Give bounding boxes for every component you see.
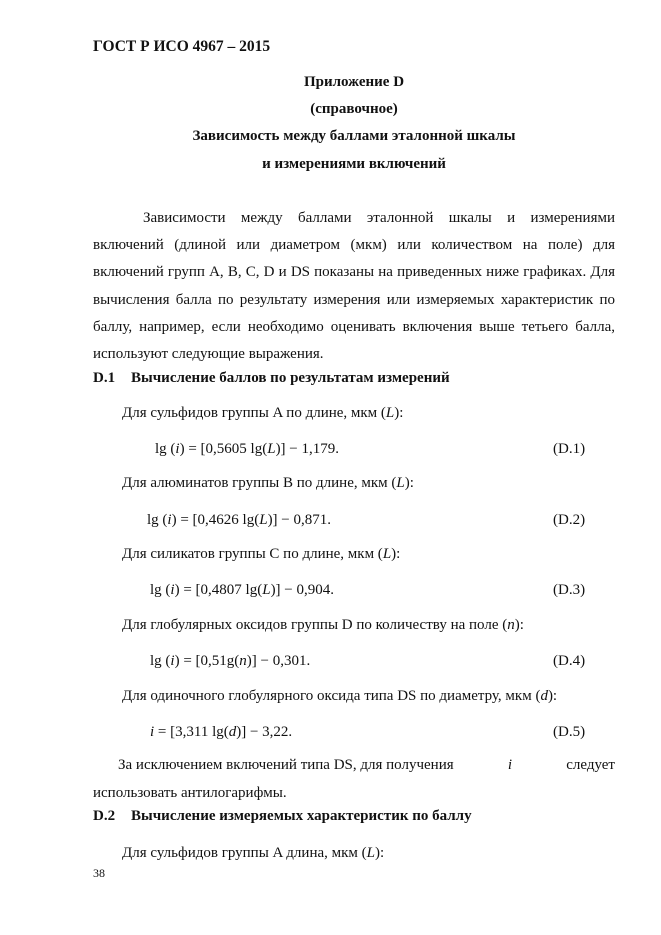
math-variable: L: [385, 405, 395, 421]
math-variable: n: [239, 653, 247, 669]
math-variable: i: [170, 582, 175, 598]
appendix-title-line1: Зависимость между баллами эталонной шкалы: [192, 128, 516, 144]
math-variable: L: [366, 845, 375, 861]
text-segment: )] − 3,22.: [236, 724, 293, 740]
text-segment: ) = [0,4807 lg(: [174, 582, 263, 598]
text-segment: ):: [404, 475, 414, 491]
text-segment: lg (: [147, 512, 168, 528]
note-line2: использовать антилогарифмы.: [93, 784, 287, 801]
text-segment: ):: [547, 688, 558, 704]
text-segment: ):: [391, 546, 401, 562]
text-segment: ):: [375, 845, 385, 861]
section-number: D.1: [93, 370, 116, 386]
equation-number: (D.4): [553, 653, 586, 669]
section-title: Вычисление баллов по результатам измерений: [131, 370, 450, 386]
text-segment: lg (: [155, 441, 176, 457]
math-variable: L: [396, 475, 405, 491]
document-header: ГОСТ Р ИСО 4967 – 2015: [93, 38, 271, 55]
math-variable: d: [228, 724, 237, 740]
text-segment: )] − 1,179.: [275, 441, 340, 457]
equation-number: (D.5): [553, 724, 586, 740]
formula-intro: [122, 405, 403, 422]
text-segment: ) = [0,4626 lg(: [171, 512, 260, 528]
math-variable: i: [175, 441, 180, 457]
text-segment: ) = [0,5605 lg(: [179, 441, 268, 457]
math-variable: L: [267, 441, 276, 457]
text-segment: lg (: [150, 653, 171, 669]
section-heading-d1: [93, 370, 450, 387]
text-segment: Для сульфидов группы A по длине, мкм (: [122, 405, 386, 421]
math-variable: d: [540, 688, 548, 704]
math-variable: i: [167, 512, 172, 528]
equation-number: (D.2): [553, 512, 586, 528]
text-segment: Для одиночного глобулярного оксида типа DS по диаметру, мкм (: [122, 688, 541, 704]
formula: [155, 441, 339, 458]
text-segment: )] − 0,904.: [270, 582, 335, 598]
math-variable: i: [170, 653, 175, 669]
text-segment: = [3,311 lg(: [154, 724, 229, 740]
text-segment: )] − 0,301.: [246, 653, 311, 669]
formula-intro: [122, 617, 524, 634]
appendix-title-line2: и измерениями включений: [262, 156, 446, 172]
equation-number: (D.3): [553, 582, 586, 598]
text-segment: )] − 0,871.: [267, 512, 332, 528]
antilog-note: [93, 752, 615, 807]
text-segment: lg (: [150, 582, 171, 598]
equation-number: (D.1): [553, 441, 586, 457]
section-heading-d2: [93, 808, 472, 825]
formula: [147, 512, 331, 529]
math-variable: L: [262, 582, 271, 598]
formula-intro: [122, 546, 400, 563]
math-variable: L: [382, 546, 392, 562]
formula-intro: [122, 475, 414, 492]
math-variable: n: [507, 617, 515, 633]
text-segment: ) = [0,51g(: [174, 653, 240, 669]
appendix-label: Приложение D: [303, 74, 405, 90]
note-part2: следует: [566, 757, 615, 773]
text-segment: Для сульфидов группы A длина, мкм (: [122, 845, 367, 861]
d2-intro-text: [122, 845, 384, 862]
note-part1: За исключением включений типа DS, для получения: [118, 757, 454, 773]
section-number: D.2: [93, 808, 116, 824]
text-segment: ):: [394, 405, 404, 421]
math-variable: i: [150, 724, 155, 740]
math-variable: L: [259, 512, 268, 528]
text-segment: Для глобулярных оксидов группы D по количеству на поле (: [122, 617, 508, 633]
text-segment: Для силикатов группы C по длине, мкм (: [122, 546, 383, 562]
note-var: i: [507, 757, 513, 773]
text-segment: Для алюминатов группы B по длине, мкм (: [122, 475, 397, 491]
text-segment: ):: [514, 617, 524, 633]
formula: [150, 582, 334, 599]
formula-intro: [122, 688, 557, 705]
section-title: Вычисление измеряемых характеристик по баллу: [131, 808, 472, 824]
formula: [150, 724, 292, 741]
page-number: 38: [93, 866, 105, 880]
formula: [150, 653, 310, 670]
intro-paragraph: Зависимости между баллами эталонной шкалы и измерениями включений (длиной или диаметром (мкм) или количеством на поле) для включений групп A, B, C, D и DS показаны на приведенных ниже графиках. Для вычисления балла по результату измерения или измеряемых характеристик по баллу, например, если необходимо оценивать включения выше тетьего балла, используют следующие выражения.: [93, 210, 615, 363]
appendix-type: (справочное): [310, 101, 398, 117]
